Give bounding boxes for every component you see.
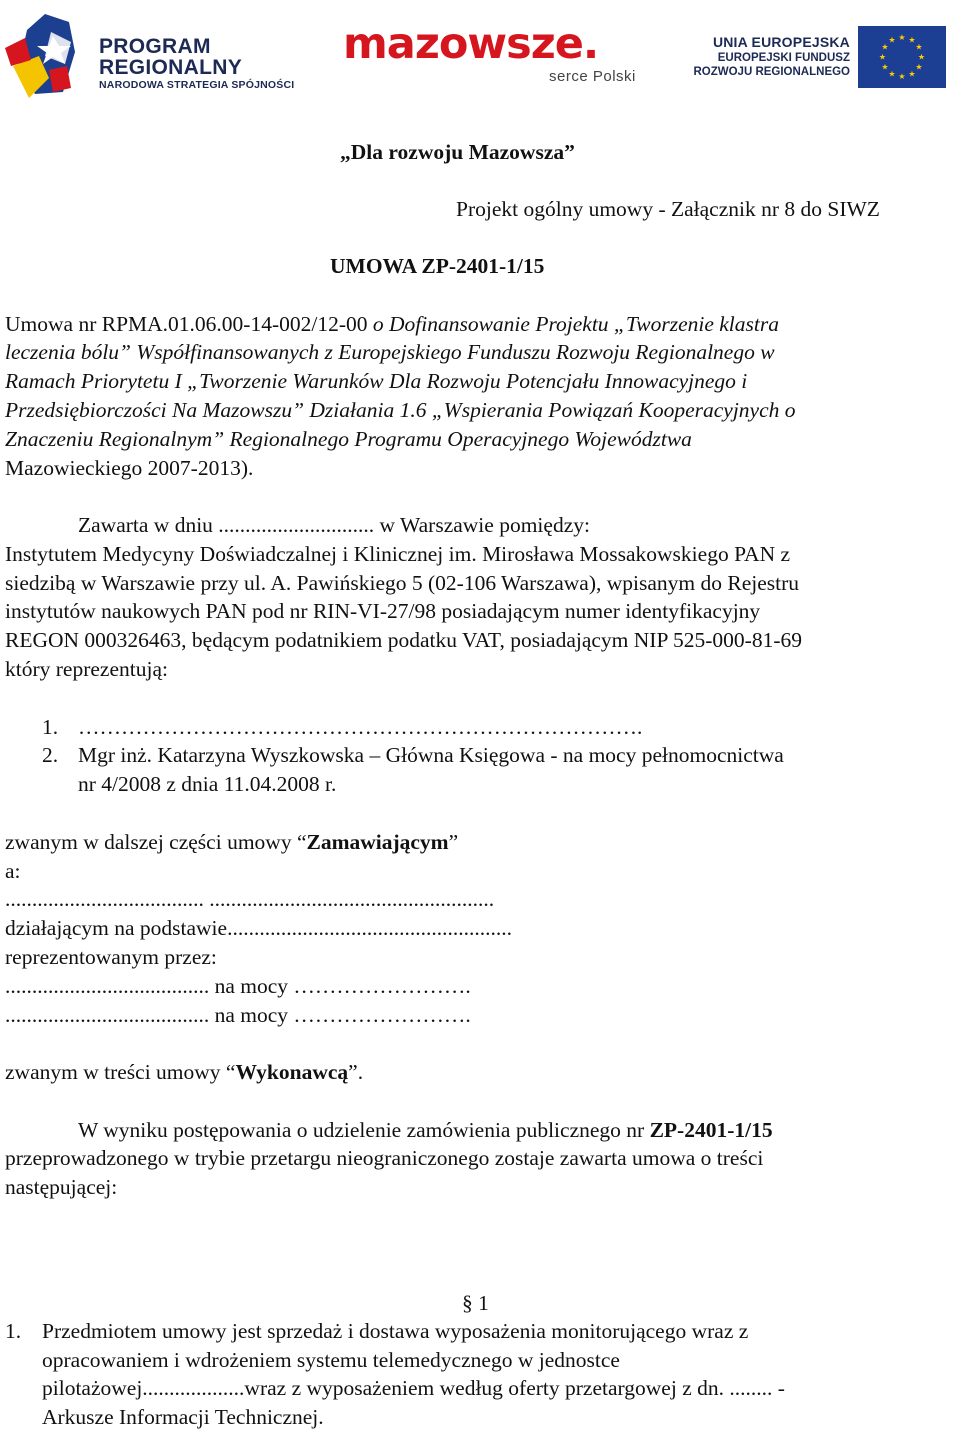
called-ordering-party: [5, 828, 458, 857]
intro-line-1-italic: o Dofinansowanie Projektu „Tworzenie klastra: [372, 312, 779, 336]
result-line-3: następującej:: [5, 1175, 118, 1199]
paragraph-1-number: 1.: [5, 1319, 22, 1343]
program-logo-text: [99, 36, 294, 92]
eu-logo-line2: EUROPEJSKI FUNDUSZ: [717, 52, 850, 64]
concluded-line: Zawarta w dniu ............................. w Warszawie pomiędzy:: [78, 513, 590, 537]
intro-line-5: Znaczeniu Regionalnym” Regionalnego Programu Operacyjnego Województwa: [5, 427, 692, 451]
program-regionalny-emblem-icon: [5, 8, 95, 100]
intro-line-1: [5, 310, 779, 339]
svg-text:★: ★: [915, 42, 923, 52]
section-heading: § 1: [462, 1291, 489, 1315]
paragraph-1-line-3: pilotażowej...................wraz z wyposażeniem według oferty przetargowej z dn. ........ -: [42, 1376, 785, 1400]
paragraph-1-line-2: opracowaniem i wdrożeniem systemu telemedycznego w jednostce: [42, 1348, 620, 1372]
intro-line-4: Przedsiębiorczości Na Mazowszu” Działania 1.6 „Wspierania Powiązań Kooperacyjnych o: [5, 398, 796, 422]
result-line-2: przeprowadzonego w trybie przetargu nieograniczonego zostaje zawarta umowa o treści: [5, 1146, 764, 1170]
acting-basis: działającym na podstawie.....................................................: [5, 916, 512, 940]
eu-flag-icon: [858, 26, 946, 88]
result-line-1: [78, 1116, 773, 1145]
program-logo-line1: PROGRAM: [99, 35, 211, 58]
called1-name: Zamawiającym: [306, 830, 449, 854]
representative-2-line-2: nr 4/2008 z dnia 11.04.2008 r.: [78, 772, 337, 796]
eu-logo-text: [690, 34, 850, 79]
called-contractor: [5, 1058, 363, 1087]
intro-line-2: leczenia bólu” Współfinansowanych z Europejskiego Funduszu Rozwoju Regionalnego w: [5, 340, 775, 364]
result-line-1-bold: ZP-2401-1/15: [649, 1118, 773, 1142]
representative-2-line-1: Mgr inż. Katarzyna Wyszkowska – Główna Księgowa - na mocy pełnomocnictwa: [78, 743, 784, 767]
authority-line-1: ...................................... na mocy …………………….: [5, 974, 471, 998]
paragraph-1-line-4: Arkusze Informacji Technicznej.: [42, 1405, 324, 1429]
svg-text:★: ★: [898, 72, 906, 81]
intro-line-3: Ramach Priorytetu I „Tworzenie Warunków Dla Rozwoju Potencjału Innowacyjnego i: [5, 369, 748, 393]
svg-text:★: ★: [908, 69, 916, 79]
party1-line-1: Instytutem Medycyny Doświadczalnej i Klinicznej im. Mirosława Mossakowskiego PAN z: [5, 542, 791, 566]
contract-title: UMOWA ZP-2401-1/15: [330, 254, 545, 278]
header-logos: [0, 0, 960, 104]
paragraph-1-line-1: Przedmiotem umowy jest sprzedaż i dostawa wyposażenia monitorującego wraz z: [42, 1319, 749, 1343]
program-regionalny-logo: [5, 8, 305, 100]
svg-text:★: ★: [888, 35, 896, 45]
called2-name: Wykonawcą: [235, 1060, 349, 1084]
svg-text:★: ★: [881, 42, 889, 52]
called2-pre: zwanym w treści umowy “: [5, 1060, 236, 1084]
mazowsze-logo: [343, 18, 653, 96]
representative-1-number: 1.: [42, 715, 59, 739]
mazowsze-tagline: serce Polski: [549, 68, 636, 85]
party1-line-5: który reprezentują:: [5, 657, 168, 681]
program-logo-line3: NARODOWA STRATEGIA SPÓJNOŚCI: [99, 79, 295, 91]
svg-text:★: ★: [917, 52, 926, 62]
mazowsze-wordmark: mazowsze.: [343, 19, 599, 69]
eu-logo-line3: ROZWOJU REGIONALNEGO: [693, 66, 850, 78]
party1-line-3: instytutów naukowych PAN pod nr RIN-VI-27/98 posiadającym numer identyfikacyjny: [5, 599, 761, 623]
program-logo-line2: REGIONALNY: [99, 56, 243, 79]
annex-label: Projekt ogólny umowy - Załącznik nr 8 do SIWZ: [456, 197, 880, 221]
represented-by: reprezentowanym przez:: [5, 945, 217, 969]
representative-2-number: 2.: [42, 743, 59, 767]
svg-text:★: ★: [915, 62, 923, 72]
eu-logo: [690, 26, 950, 88]
result-line-1-regular: W wyniku postępowania o udzielenie zamówienia publicznego nr: [78, 1118, 650, 1142]
called2-post: ”.: [348, 1060, 364, 1084]
party1-line-4: REGON 000326463, będącym podatnikiem podatku VAT, posiadającym NIP 525-000-81-69: [5, 628, 802, 652]
party1-line-2: siedzibą w Warszawie przy ul. A. Pawińskiego 5 (02-106 Warszawa), wpisanym do Rejestru: [5, 571, 800, 595]
intro-line-1-regular: Umowa nr RPMA.01.06.00-14-002/12-00: [5, 312, 373, 336]
contractor-blank: ..................................... .....................................................: [5, 887, 495, 911]
svg-text:★: ★: [878, 52, 887, 62]
called1-post: ”: [448, 830, 459, 854]
svg-text:★: ★: [898, 33, 906, 42]
svg-text:★: ★: [881, 62, 889, 72]
authority-line-2: ...................................... na mocy …………………….: [5, 1003, 471, 1027]
intro-line-6: Mazowieckiego 2007-2013).: [5, 456, 254, 480]
motto: „Dla rozwoju Mazowsza”: [340, 140, 575, 164]
svg-text:★: ★: [908, 35, 916, 45]
eu-logo-line1: UNIA EUROPEJSKA: [712, 34, 850, 50]
svg-text:★: ★: [888, 69, 896, 79]
called1-pre: zwanym w dalszej części umowy “: [5, 830, 307, 854]
and-label: a:: [5, 859, 21, 883]
representative-1-blank: …………………………………………………………………….: [78, 715, 643, 739]
